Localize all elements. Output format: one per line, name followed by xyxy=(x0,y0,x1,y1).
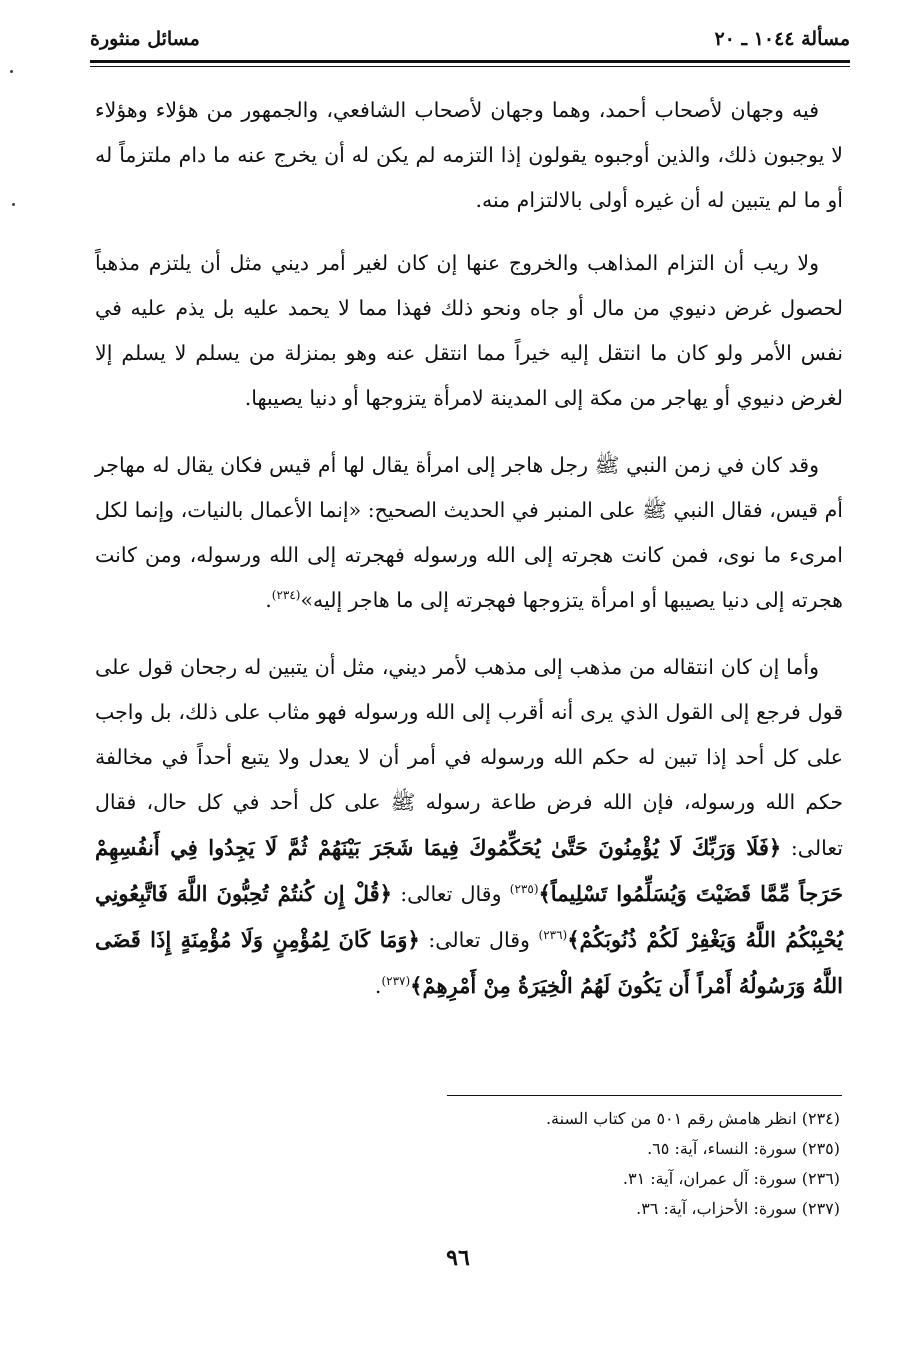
paragraph-4-text-2: وقال تعالى: xyxy=(400,882,502,906)
footnote-235: (٢٣٥) سورة: النساء، آية: ٦٥. xyxy=(647,1139,840,1158)
running-header xyxy=(90,22,850,62)
header-rule-thick xyxy=(90,60,850,63)
footnote-237: (٢٣٧) سورة: الأحزاب، آية: ٣٦. xyxy=(636,1199,840,1218)
paragraph-1: فيه وجهان لأصحاب أحمد، وهما وجهان لأصحاب الشافعي، والجمهور من هؤلاء وهؤلاء لا يوجبون ذلك، والذين أوجبوه يقولون إذا التزمه لم يكن له أن يخرج عنه ما دام ملتزماً له أو ما لم يتبين له أن غيره أولى بالالتزام منه. xyxy=(95,98,843,212)
paragraph-4-text-1: وأما إن كان انتقاله من مذهب إلى مذهب لأمر ديني، مثل أن يتبين له رجحان قول على قول فرجع إلى القول الذي يرى أنه أقرب إلى الله ورسوله فهو مثاب على ذلك، بل واجب على كل أحد إذا تبين له حكم الله ورسوله في أمر أن لا يعدل ولا يتبع أحداً في مخالفة حكم الله ورسوله، فإن الله فرض طاعة رسوله ﷺ على كل أحد في كل حال، فقال تعالى: xyxy=(95,655,843,860)
paragraph-4 xyxy=(95,645,843,1009)
scan-speck xyxy=(10,70,13,73)
scan-speck xyxy=(12,203,15,206)
quran-verse-3: ﴿وَمَا كَانَ لِمُؤْمِنٍ وَلَا مُؤْمِنَةٍ إِذَا قَضَى اللَّهُ وَرَسُولُهُ أَمْراً أَن يَكُونَ لَهُمُ الْخِيَرَةُ مِنْ أَمْرِهِمْ﴾ xyxy=(95,927,843,998)
quran-verse-1: ﴿فَلَا وَرَبِّكَ لَا يُؤْمِنُونَ حَتَّىٰ يُحَكِّمُوكَ فِيمَا شَجَرَ بَيْنَهُمْ ثُمَّ لَا يَجِدُوا فِي أَنفُسِهِمْ حَرَجاً مِّمَّا قَضَيْتَ وَيُسَلِّمُوا تَسْلِيماً﴾ xyxy=(95,835,843,906)
quran-verse-2: ﴿قُلْ إِن كُنتُمْ تُحِبُّونَ اللَّهَ فَاتَّبِعُونِي يُحْبِبْكُمُ اللَّهُ وَيَغْفِرْ لَكُمْ ذُنُوبَكُمْ﴾ xyxy=(95,881,843,952)
footnote-236: (٢٣٦) سورة: آل عمران، آية: ٣١. xyxy=(622,1169,840,1188)
paragraph-3 xyxy=(95,443,843,623)
footnote-ref-234: (٢٣٤) xyxy=(271,588,301,603)
footnote-ref-235: (٢٣٥) xyxy=(509,882,539,897)
paragraph-4-text-3: وقال تعالى: xyxy=(428,928,530,952)
footnote-ref-236: (٢٣٦) xyxy=(538,928,568,943)
paragraph-3-text: وقد كان في زمن النبي ﷺ رجل هاجر إلى امرأة يقال لها أم قيس فكان يقال له مهاجر أم قيس، فقال النبي ﷺ على المنبر في الحديث الصحيح: «إنما الأعمال بالنيات، وإنما لكل امرىء ما نوى، فمن كانت هجرته إلى الله ورسوله فهجرته إلى الله ورسوله، ومن كانت هجرته إلى دنيا يصيبها أو امرأة يتزوجها فهجرته إلى ما هاجر إليه» xyxy=(95,453,843,612)
footnote-separator xyxy=(447,1095,842,1096)
page-number: ٩٦ xyxy=(446,1245,470,1271)
paragraph-4-tail: . xyxy=(374,974,382,998)
footnote-ref-237: (٢٣٧) xyxy=(381,974,411,989)
book-title: مسائل منثورة xyxy=(90,28,200,50)
paragraph-2: ولا ريب أن التزام المذاهب والخروج عنها إن كان لغير أمر ديني مثل أن يلتزم مذهباً لحصول غرض دنيوي من مال أو جاه ونحو ذلك فهذا مما لا يحمد عليه بل يذم عليه في نفس الأمر ولو كان ما انتقل إليه خيراً مما انتقل عنه وهو بمنزلة من يسلم لا يسلم إلا لغرض دنيوي أو يهاجر من مكة إلى المدينة لامرأة يتزوجها أو دنيا يصيبها. xyxy=(95,251,843,410)
footnotes xyxy=(420,1104,840,1224)
main-text xyxy=(95,88,843,1027)
footnote-234: (٢٣٤) انظر هامش رقم ٥٠١ من كتاب السنة. xyxy=(545,1109,840,1128)
paragraph-3-tail: . xyxy=(265,588,272,612)
header-rule-thin xyxy=(90,66,850,67)
issue-number: مسألة ١٠٤٤ ـ ٢٠ xyxy=(714,28,850,50)
